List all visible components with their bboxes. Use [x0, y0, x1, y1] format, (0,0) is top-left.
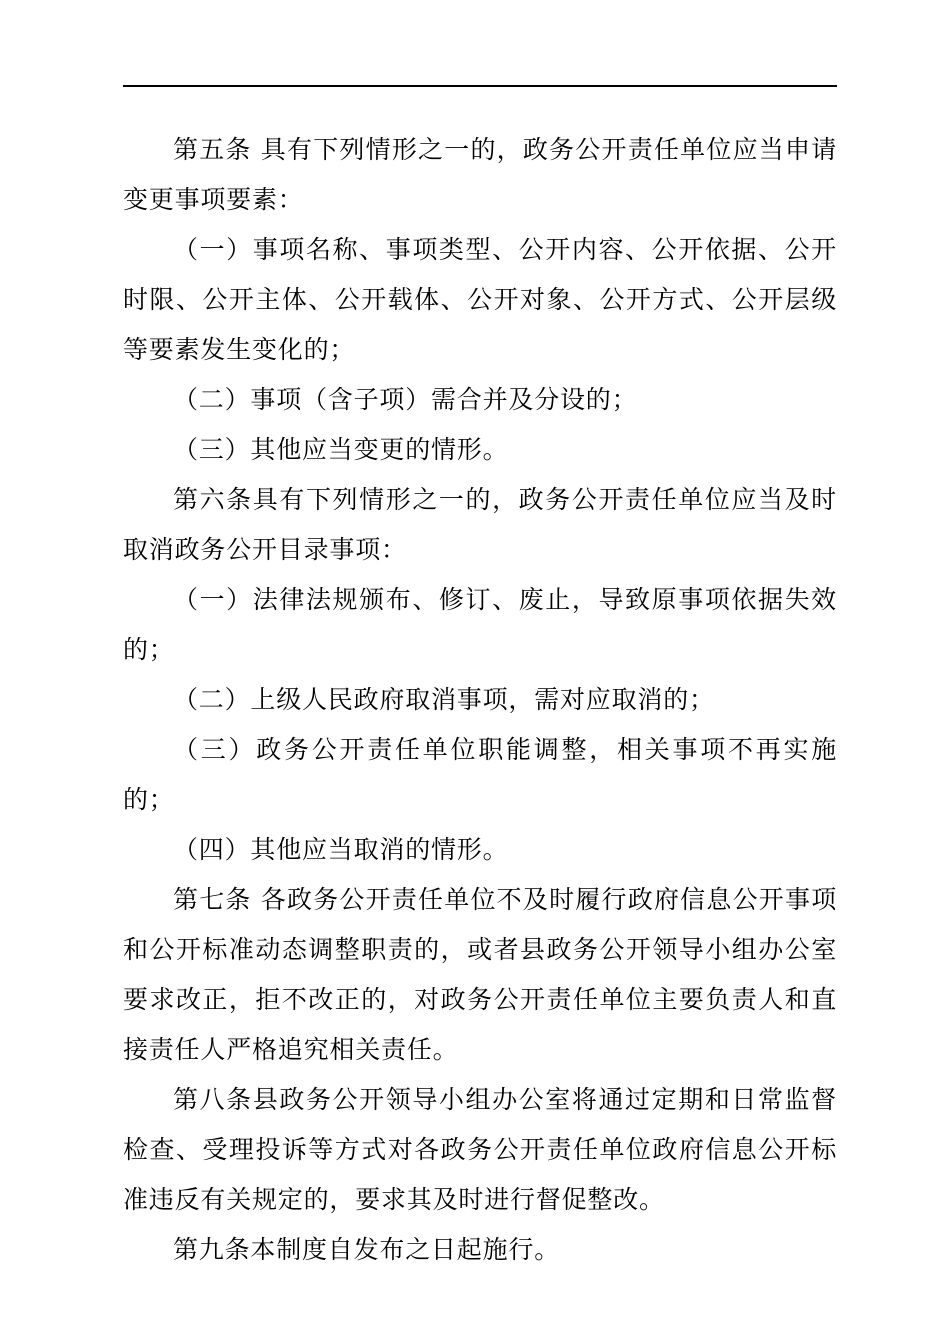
article-6-item-2: （二）上级人民政府取消事项，需对应取消的； [173, 685, 715, 714]
article-5-item-3: （三）其他应当变更的情形。 [173, 435, 509, 464]
article-8-paragraph: 第八条县政务公开领导小组办公室将通过定期和日常监督检查、受理投诉等方式对各政务公开责任单位政府信息公开标准违反有关规定的，要求其及时进行督促整改。 [123, 1085, 837, 1214]
article-7-paragraph: 第七条 各政务公开责任单位不及时履行政府信息公开事项和公开标准动态调整职责的，或者县政务公开领导小组办公室要求改正，拒不改正的，对政务公开责任单位主要负责人和直接责任人严格追究相关责任。 [123, 885, 837, 1064]
article-5-item-1: （一）事项名称、事项类型、公开内容、公开依据、公开时限、公开主体、公开载体、公开对象、公开方式、公开层级等要素发生变化的； [123, 235, 837, 364]
article-5-item-2: （二）事项（含子项）需合并及分设的； [173, 385, 638, 414]
article-9-paragraph: 第九条本制度自发布之日起施行。 [173, 1235, 561, 1264]
article-6-paragraph: 第六条具有下列情形之一的，政务公开责任单位应当及时取消政务公开目录事项： [123, 485, 837, 564]
article-6-item-4: （四）其他应当取消的情形。 [173, 835, 509, 864]
article-5-paragraph: 第五条 具有下列情形之一的，政务公开责任单位应当申请变更事项要素： [123, 135, 837, 214]
header-rule [123, 85, 837, 87]
article-6-item-1: （一）法律法规颁布、修订、废止，导致原事项依据失效的； [123, 585, 837, 664]
document-body [123, 125, 837, 1275]
article-6-item-3: （三）政务公开责任单位职能调整，相关事项不再实施的； [123, 735, 837, 814]
